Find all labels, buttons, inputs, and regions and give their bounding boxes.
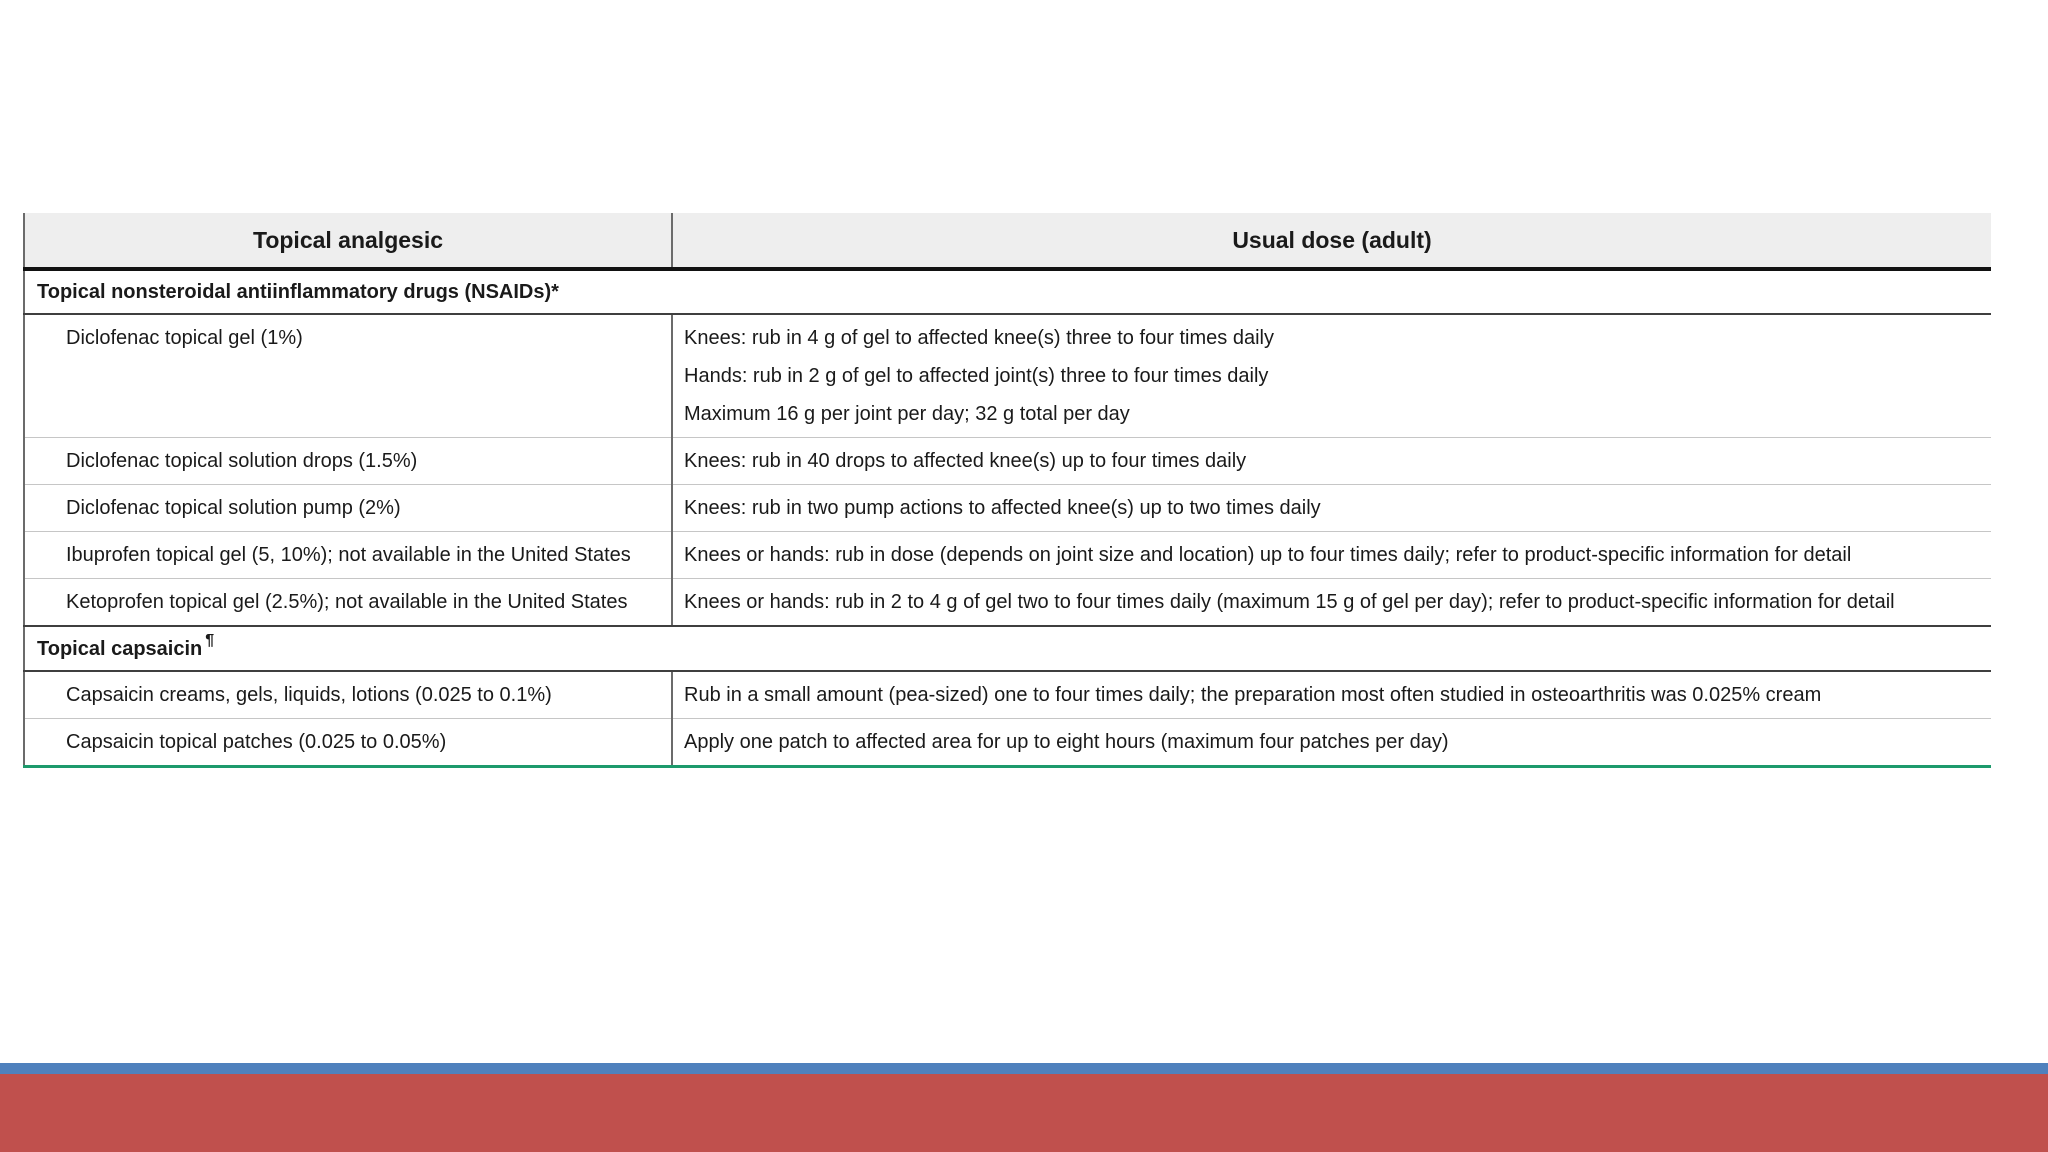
footnote-mark-asterisk: * xyxy=(551,281,559,303)
dose-cell xyxy=(672,314,1991,438)
table-row xyxy=(24,719,1991,767)
section-row-capsaicin xyxy=(24,626,1991,671)
dose-cell: Knees or hands: rub in 2 to 4 g of gel two to four times daily (maximum 15 g of gel per day); refer to product-specific information for detail xyxy=(672,579,1991,627)
section-title-capsaicin: Topical capsaicin xyxy=(37,638,203,660)
section-title-cell xyxy=(24,269,1991,314)
drug-name-cell: Diclofenac topical solution pump (2%) xyxy=(24,485,672,532)
dose-cell: Knees or hands: rub in dose (depends on joint size and location) up to four times daily; refer to product-specific information for detail xyxy=(672,532,1991,579)
header-usual-dose: Usual dose (adult) xyxy=(672,213,1991,269)
table-header-row xyxy=(24,213,1991,269)
footnote-mark-pilcrow: ¶ xyxy=(205,632,215,650)
table-row xyxy=(24,485,1991,532)
drug-name-cell: Diclofenac topical solution drops (1.5%) xyxy=(24,438,672,485)
table-row xyxy=(24,671,1991,719)
drug-name-cell: Ibuprofen topical gel (5, 10%); not available in the United States xyxy=(24,532,672,579)
table-row xyxy=(24,438,1991,485)
drug-name-cell: Capsaicin topical patches (0.025 to 0.05%) xyxy=(24,719,672,767)
dose-line: Knees: rub in 4 g of gel to affected knee(s) three to four times daily xyxy=(684,327,1274,349)
table-row xyxy=(24,532,1991,579)
section-title-cell xyxy=(24,626,1991,671)
dose-cell: Knees: rub in two pump actions to affected knee(s) up to two times daily xyxy=(672,485,1991,532)
dose-cell: Knees: rub in 40 drops to affected knee(s) up to four times daily xyxy=(672,438,1991,485)
dose-cell: Rub in a small amount (pea-sized) one to four times daily; the preparation most often studied in osteoarthritis was 0.025% cream xyxy=(672,671,1991,719)
analgesic-table-container xyxy=(23,213,1990,768)
footer-band xyxy=(0,1074,2048,1152)
section-title-nsaids: Topical nonsteroidal antiinflammatory drugs (NSAIDs) xyxy=(37,281,552,303)
dose-line: Maximum 16 g per joint per day; 32 g total per day xyxy=(684,403,1130,425)
drug-name-cell: Ketoprofen topical gel (2.5%); not available in the United States xyxy=(24,579,672,627)
dose-cell: Apply one patch to affected area for up to eight hours (maximum four patches per day) xyxy=(672,719,1991,767)
dose-line: Hands: rub in 2 g of gel to affected joint(s) three to four times daily xyxy=(684,365,1269,387)
table-row xyxy=(24,314,1991,438)
drug-name-cell: Diclofenac topical gel (1%) xyxy=(24,314,672,438)
header-topical-analgesic: Topical analgesic xyxy=(24,213,672,269)
drug-name-cell: Capsaicin creams, gels, liquids, lotions (0.025 to 0.1%) xyxy=(24,671,672,719)
topical-analgesic-dose-table xyxy=(23,213,1991,768)
table-row xyxy=(24,579,1991,627)
section-row-nsaids xyxy=(24,269,1991,314)
footer-accent-bar xyxy=(0,1063,2048,1074)
